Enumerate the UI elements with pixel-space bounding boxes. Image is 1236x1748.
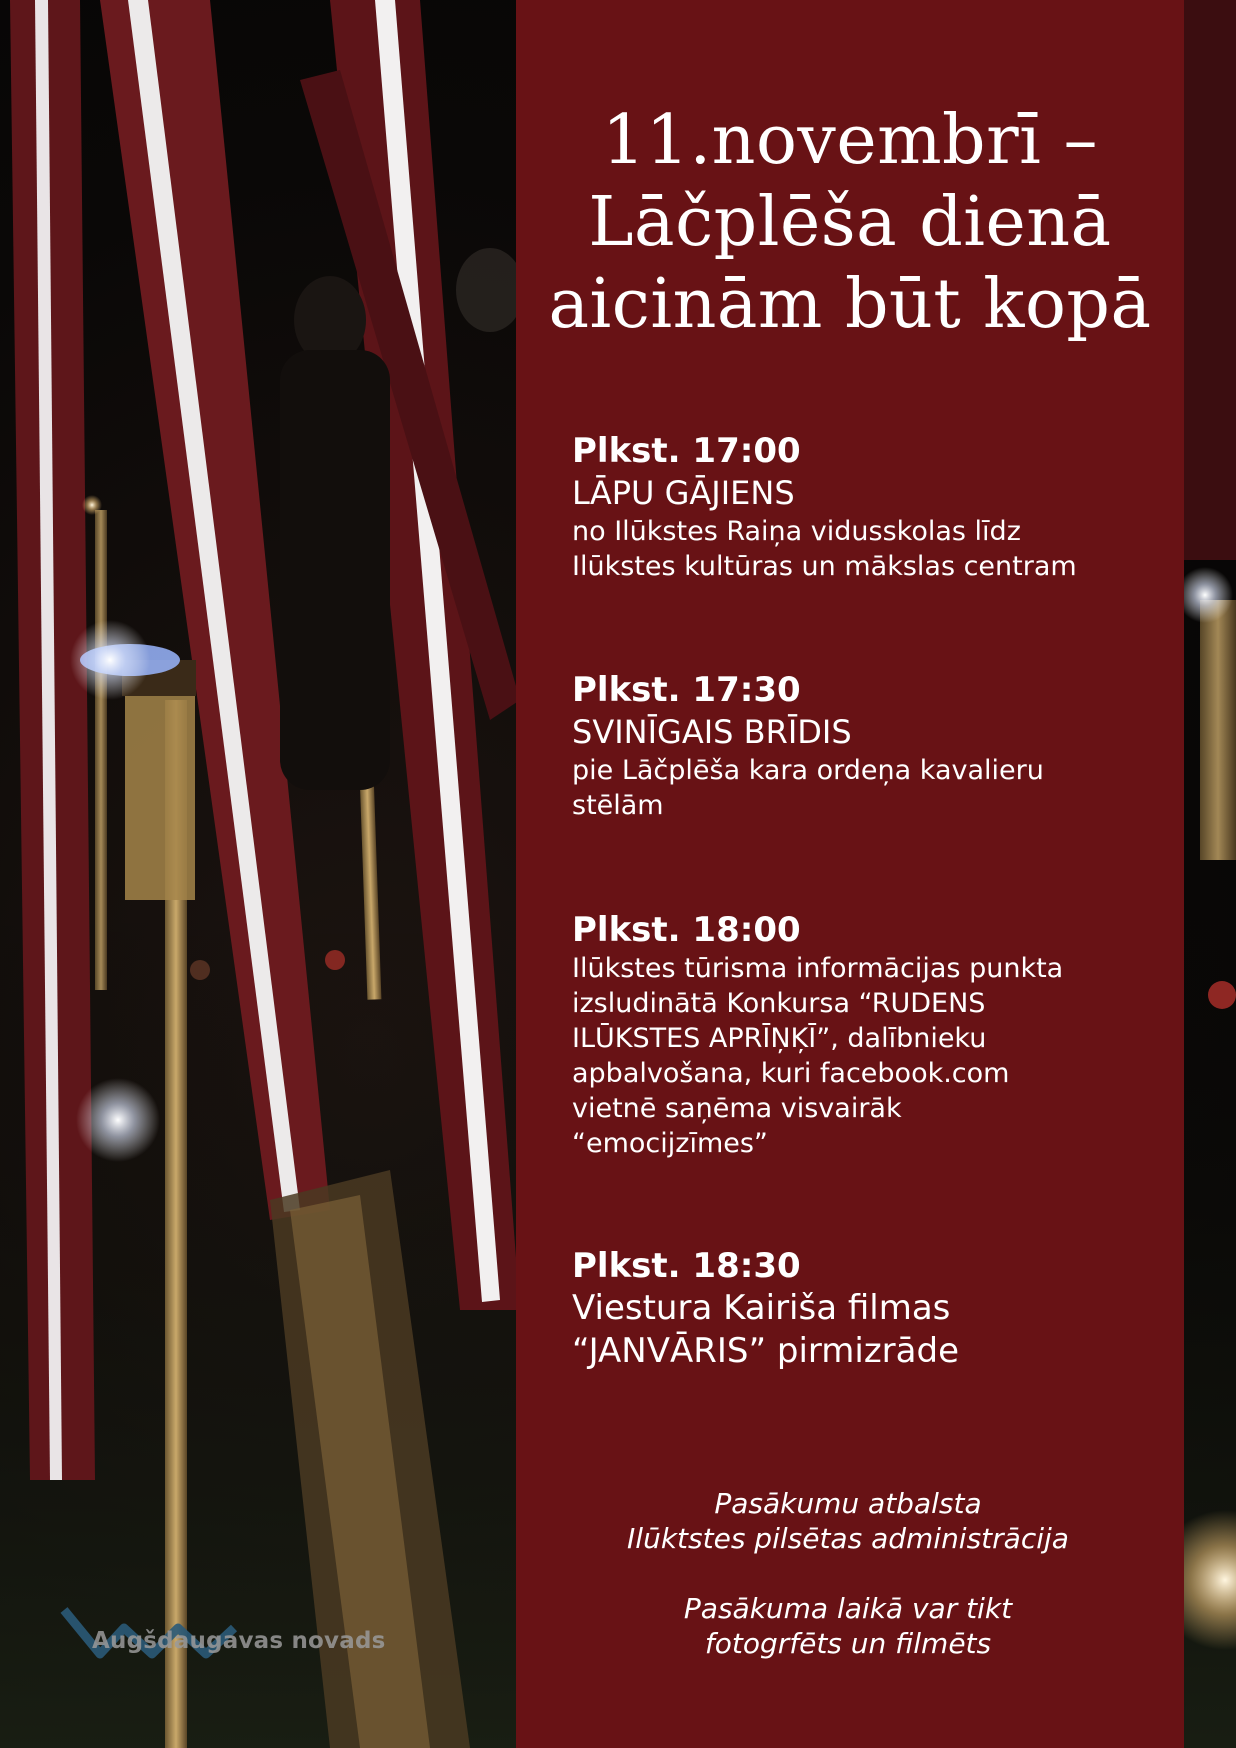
- photo-notice: [560, 1591, 1136, 1661]
- event-name: Viestura Kairiša filmas: [572, 1288, 951, 1328]
- event-name: “JANVĀRIS” pirmizrāde: [572, 1331, 959, 1371]
- event-description: Ilūkstes tūrisma informācijas punkta: [572, 953, 1064, 984]
- support-note: [560, 1486, 1136, 1556]
- event-description: izsludinātā Konkursa “RUDENS: [572, 988, 986, 1019]
- logo-text: Augšdaugavas novads: [92, 1628, 386, 1654]
- person-silhouette: [456, 248, 524, 332]
- candle: [1208, 981, 1236, 1009]
- event-name: SVINĪGAIS BRĪDIS: [572, 713, 852, 751]
- support-line: Ilūktstes pilsētas administrācija: [627, 1522, 1069, 1555]
- notice-line: Pasākuma laikā var tikt: [683, 1592, 1013, 1625]
- support-line: Pasākumu atbalsta: [714, 1487, 982, 1520]
- event-time: Plkst. 17:30: [572, 670, 801, 710]
- event-item: [572, 430, 1132, 584]
- flag-ribbon: [1184, 0, 1236, 560]
- event-description: stēlām: [572, 790, 664, 821]
- event-time: Plkst. 18:30: [572, 1246, 801, 1286]
- event-description: vietnē saņēma visvairāk: [572, 1093, 902, 1124]
- title-line: Lāčplēša dienā: [588, 183, 1112, 262]
- event-time: Plkst. 17:00: [572, 431, 801, 471]
- event-name: LĀPU GĀJIENS: [572, 474, 795, 512]
- title-line: aicinām būt kopā: [548, 265, 1152, 344]
- person-silhouette: [280, 350, 390, 790]
- title-line: 11.novembrī –: [602, 101, 1098, 180]
- candle: [190, 960, 210, 980]
- candle: [325, 950, 345, 970]
- event-time: Plkst. 18:00: [572, 910, 801, 950]
- event-description: “emocijzīmes”: [572, 1128, 768, 1159]
- event-item: [572, 1245, 1132, 1373]
- event-description: Ilūkstes kultūras un mākslas centram: [572, 551, 1077, 582]
- event-description: no Ilūkstes Raiņa vidusskolas līdz: [572, 516, 1021, 547]
- event-item: [572, 909, 1132, 1161]
- event-description: pie Lāčplēša kara ordeņa kavalieru: [572, 755, 1044, 786]
- torch: [1177, 567, 1236, 860]
- event-description: apbalvošana, kuri facebook.com: [572, 1058, 1010, 1089]
- event-description: ILŪKSTES APRĪŅĶĪ”, dalībnieku: [572, 1023, 987, 1054]
- notice-line: fotogrfēts un filmēts: [704, 1627, 992, 1660]
- event-item: [572, 669, 1132, 823]
- poster-title: [540, 100, 1160, 346]
- light-glow: [76, 1078, 160, 1162]
